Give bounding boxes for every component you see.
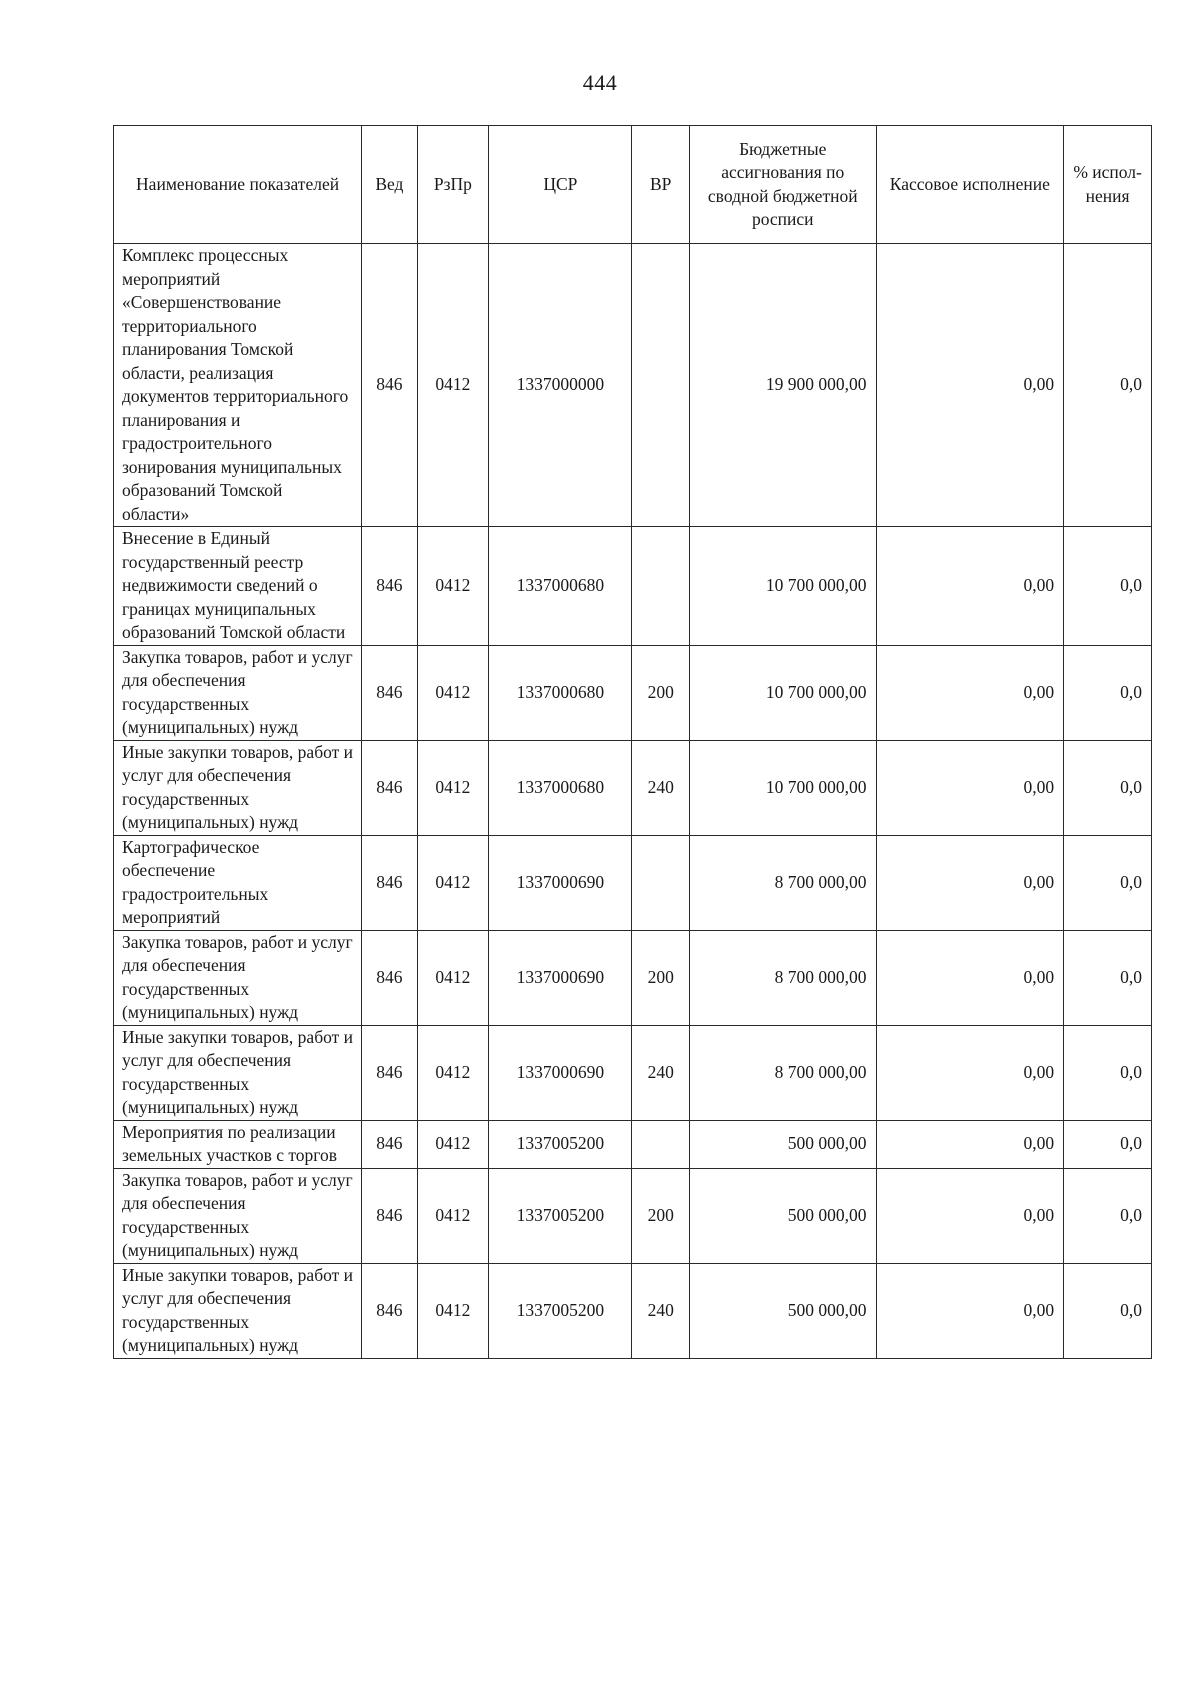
row-percent: 0,0 (1064, 527, 1152, 646)
row-cash: 0,00 (876, 740, 1064, 835)
row-csr: 1337000680 (489, 527, 632, 646)
row-rzpr: 0412 (417, 645, 489, 740)
row-name: Закупка товаров, работ и услуг для обеспечения государственных (муниципальных) нужд (114, 1168, 362, 1263)
row-ved: 846 (362, 1263, 417, 1358)
header-cash: Кассовое исполнение (876, 126, 1064, 244)
row-assignments: 8 700 000,00 (689, 1025, 876, 1120)
row-percent: 0,0 (1064, 1263, 1152, 1358)
row-vr (632, 835, 689, 930)
row-name: Иные закупки товаров, работ и услуг для обеспечения государственных (муниципальных) нужд (114, 740, 362, 835)
row-assignments: 10 700 000,00 (689, 527, 876, 646)
row-name: Иные закупки товаров, работ и услуг для обеспечения государственных (муниципальных) нужд (114, 1263, 362, 1358)
row-assignments: 8 700 000,00 (689, 930, 876, 1025)
page-number: 444 (582, 70, 618, 95)
table-row (114, 1025, 1152, 1120)
row-ved: 846 (362, 930, 417, 1025)
row-csr: 1337000690 (489, 930, 632, 1025)
row-ved: 846 (362, 740, 417, 835)
row-cash: 0,00 (876, 1168, 1064, 1263)
table-row (114, 244, 1152, 527)
row-percent: 0,0 (1064, 740, 1152, 835)
row-rzpr: 0412 (417, 1168, 489, 1263)
row-rzpr: 0412 (417, 740, 489, 835)
row-name: Мероприятия по реализации земельных участков с торгов (114, 1120, 362, 1168)
table-row (114, 1168, 1152, 1263)
row-vr: 200 (632, 1168, 689, 1263)
row-csr: 1337000000 (489, 244, 632, 527)
row-csr: 1337000690 (489, 835, 632, 930)
row-vr (632, 244, 689, 527)
row-vr: 200 (632, 930, 689, 1025)
header-name: Наименование показателей (114, 126, 362, 244)
row-assignments: 500 000,00 (689, 1120, 876, 1168)
row-ved: 846 (362, 1120, 417, 1168)
table-row (114, 527, 1152, 646)
row-assignments: 500 000,00 (689, 1263, 876, 1358)
row-vr: 240 (632, 1025, 689, 1120)
header-csr: ЦСР (489, 126, 632, 244)
table-header-row (114, 126, 1152, 244)
row-name: Закупка товаров, работ и услуг для обеспечения государственных (муниципальных) нужд (114, 645, 362, 740)
row-rzpr: 0412 (417, 527, 489, 646)
row-rzpr: 0412 (417, 244, 489, 527)
row-cash: 0,00 (876, 527, 1064, 646)
table-row (114, 1263, 1152, 1358)
row-vr: 240 (632, 1263, 689, 1358)
row-csr: 1337000680 (489, 645, 632, 740)
row-percent: 0,0 (1064, 835, 1152, 930)
row-rzpr: 0412 (417, 1025, 489, 1120)
row-cash: 0,00 (876, 1025, 1064, 1120)
row-csr: 1337005200 (489, 1120, 632, 1168)
table-row (114, 1120, 1152, 1168)
header-assignments: Бюджетные ассигнования по сводной бюджетной росписи (689, 126, 876, 244)
row-percent: 0,0 (1064, 1025, 1152, 1120)
row-ved: 846 (362, 1025, 417, 1120)
header-ved: Вед (362, 126, 417, 244)
row-csr: 1337000680 (489, 740, 632, 835)
table-row (114, 930, 1152, 1025)
row-name: Комплекс процессных мероприятий «Совершенствование территориального планирования Томской области, реализация документов территориального планирования и градостроительного зонирования муниципальных образований Томской области» (114, 244, 362, 527)
row-assignments: 8 700 000,00 (689, 835, 876, 930)
row-cash: 0,00 (876, 835, 1064, 930)
row-name: Иные закупки товаров, работ и услуг для обеспечения государственных (муниципальных) нужд (114, 1025, 362, 1120)
header-vr: ВР (632, 126, 689, 244)
row-ved: 846 (362, 835, 417, 930)
row-assignments: 19 900 000,00 (689, 244, 876, 527)
row-ved: 846 (362, 244, 417, 527)
row-csr: 1337005200 (489, 1263, 632, 1358)
row-vr: 240 (632, 740, 689, 835)
row-ved: 846 (362, 1168, 417, 1263)
row-assignments: 10 700 000,00 (689, 740, 876, 835)
table-row (114, 835, 1152, 930)
row-rzpr: 0412 (417, 835, 489, 930)
row-name: Закупка товаров, работ и услуг для обеспечения государственных (муниципальных) нужд (114, 930, 362, 1025)
budget-table (113, 125, 1152, 1359)
row-vr (632, 527, 689, 646)
row-assignments: 500 000,00 (689, 1168, 876, 1263)
row-name: Внесение в Единый государственный реестр недвижимости сведений о границах муниципальных образований Томской области (114, 527, 362, 646)
row-rzpr: 0412 (417, 1263, 489, 1358)
header-percent: % испол-нения (1064, 126, 1152, 244)
table-row (114, 645, 1152, 740)
row-percent: 0,0 (1064, 1168, 1152, 1263)
row-assignments: 10 700 000,00 (689, 645, 876, 740)
row-percent: 0,0 (1064, 930, 1152, 1025)
row-ved: 846 (362, 527, 417, 646)
row-percent: 0,0 (1064, 645, 1152, 740)
row-cash: 0,00 (876, 1263, 1064, 1358)
row-csr: 1337000690 (489, 1025, 632, 1120)
row-cash: 0,00 (876, 244, 1064, 527)
row-percent: 0,0 (1064, 244, 1152, 527)
row-rzpr: 0412 (417, 1120, 489, 1168)
row-vr: 200 (632, 645, 689, 740)
header-rzpr: РзПр (417, 126, 489, 244)
row-percent: 0,0 (1064, 1120, 1152, 1168)
row-name: Картографическое обеспечение градостроительных мероприятий (114, 835, 362, 930)
row-rzpr: 0412 (417, 930, 489, 1025)
row-cash: 0,00 (876, 645, 1064, 740)
row-cash: 0,00 (876, 930, 1064, 1025)
row-csr: 1337005200 (489, 1168, 632, 1263)
table-row (114, 740, 1152, 835)
row-cash: 0,00 (876, 1120, 1064, 1168)
row-ved: 846 (362, 645, 417, 740)
row-vr (632, 1120, 689, 1168)
